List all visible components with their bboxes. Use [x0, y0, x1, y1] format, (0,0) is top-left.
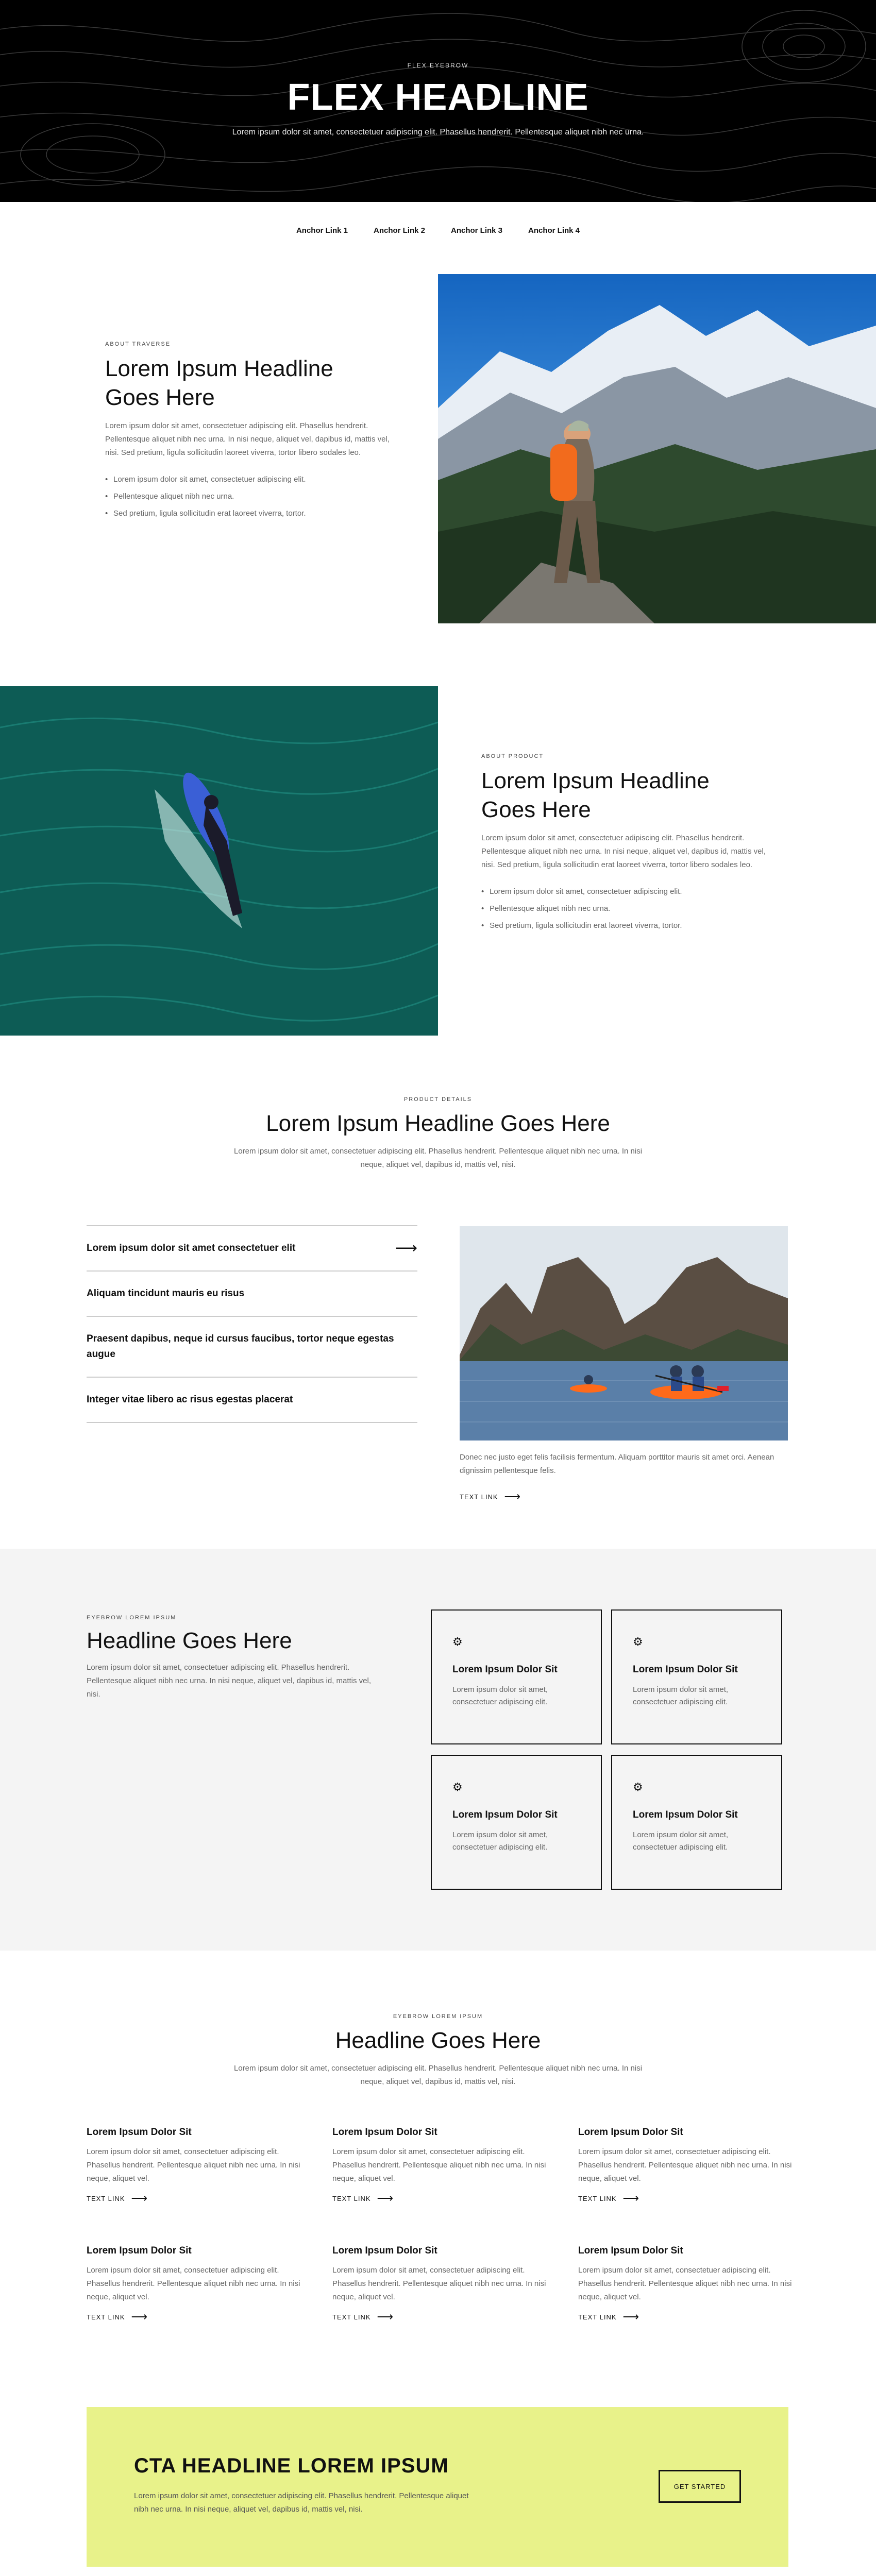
hiker-mountain-image [438, 274, 876, 623]
column-title: Lorem Ipsum Dolor Sit [87, 2127, 192, 2138]
column-item [332, 2245, 546, 2323]
list-item: • Sed pretium, ligula sollicitudin erat laoreet viverra, tortor. [481, 921, 770, 930]
text-link[interactable]: TEXT LINK ⟶ [578, 2310, 640, 2323]
accordion-item[interactable]: Aliquam tincidunt mauris eu risus [87, 1270, 417, 1316]
hero-section [0, 0, 876, 202]
column-item [332, 2127, 546, 2204]
arrow-right-icon: ⟶ [131, 2310, 148, 2323]
surfer-aerial-image [0, 686, 438, 1036]
text-link[interactable]: TEXT LINK ⟶ [460, 1490, 521, 1503]
product-details-section [0, 1036, 876, 1549]
text-link[interactable]: TEXT LINK ⟶ [332, 2192, 394, 2205]
text-link[interactable]: TEXT LINK ⟶ [87, 2192, 148, 2205]
anchor-nav [0, 202, 876, 259]
list-item: • Sed pretium, ligula sollicitudin erat laoreet viverra, tortor. [105, 509, 394, 518]
section-headline: Headline Goes Here [87, 1628, 292, 1653]
section-eyebrow: ABOUT TRAVERSE [105, 341, 171, 347]
section-eyebrow: EYEBROW LOREM IPSUM [87, 1615, 177, 1621]
list-item: • Lorem ipsum dolor sit amet, consectetuer adipiscing elit. [481, 887, 770, 896]
section-eyebrow: PRODUCT DETAILS [403, 1096, 473, 1103]
column-title: Lorem Ipsum Dolor Sit [332, 2245, 437, 2256]
section-headline: Lorem Ipsum Headline Goes Here [266, 1111, 610, 1136]
column-body: Lorem ipsum dolor sit amet, consectetuer adipiscing elit. Phasellus hendrerit. Pellentesque aliquet nibh nec urna. In nisi neque, aliquet vel. [578, 2147, 792, 2183]
column-body: Lorem ipsum dolor sit amet, consectetuer adipiscing elit. Phasellus hendrerit. Pellentesque aliquet nibh nec urna. In nisi neque, aliquet vel. [332, 2147, 546, 2183]
feature-card [431, 1755, 602, 1890]
column-body: Lorem ipsum dolor sit amet, consectetuer adipiscing elit. Phasellus hendrerit. Pellentesque aliquet nibh nec urna. In nisi neque, aliquet vel. [87, 2266, 300, 2301]
column-title: Lorem Ipsum Dolor Sit [332, 2127, 437, 2138]
arrow-right-icon: ⟶ [377, 2192, 394, 2205]
anchor-link-4[interactable]: Anchor Link 4 [528, 226, 580, 235]
list-item: • Pellentesque aliquet nibh nec urna. [481, 904, 770, 913]
gear-icon: ⚙ [633, 1635, 643, 1648]
arrow-right-icon: ⟶ [131, 2192, 148, 2205]
column-item [87, 2127, 300, 2204]
cta-banner [87, 2407, 788, 2567]
text-link[interactable]: TEXT LINK ⟶ [87, 2310, 148, 2323]
section-headline: Headline Goes Here [335, 2028, 541, 2053]
gear-icon: ⚙ [452, 1781, 463, 1793]
gear-icon: ⚙ [452, 1635, 463, 1648]
kayak-image [460, 1226, 788, 1440]
section-headline: Lorem Ipsum Headline Goes Here [105, 356, 333, 410]
columns-section [0, 1951, 876, 2389]
accordion-item[interactable]: Integer vitae libero ac risus egestas placerat [87, 1377, 417, 1423]
section-body: Lorem ipsum dolor sit amet, consectetuer adipiscing elit. Phasellus hendrerit. Pellentesque aliquet nibh nec urna. In nisi neque, aliquet vel, dapibus id, mattis vel, nisi. [233, 1147, 643, 1169]
column-body: Lorem ipsum dolor sit amet, consectetuer adipiscing elit. Phasellus hendrerit. Pellentesque aliquet nibh nec urna. In nisi neque, aliquet vel. [87, 2147, 300, 2183]
text-link[interactable]: TEXT LINK ⟶ [578, 2192, 640, 2205]
bullet-list [481, 887, 770, 930]
product-media [460, 1226, 788, 1502]
column-item [578, 2245, 792, 2323]
cta-body: Lorem ipsum dolor sit amet, consectetuer adipiscing elit. Phasellus hendrerit. Pellentesque aliquet nibh nec urna. In nisi neque, aliquet vel, dapibus id, mattis vel, nisi. [134, 2492, 469, 2514]
arrow-right-icon: ⟶ [395, 1240, 417, 1257]
column-title: Lorem Ipsum Dolor Sit [578, 2127, 683, 2138]
arrow-right-icon: ⟶ [504, 1490, 521, 1503]
arrow-right-icon: ⟶ [377, 2310, 394, 2323]
card-title: Lorem Ipsum Dolor Sit [633, 1664, 738, 1675]
card-title: Lorem Ipsum Dolor Sit [452, 1809, 558, 1820]
list-item: • Pellentesque aliquet nibh nec urna. [105, 492, 394, 501]
accordion [87, 1225, 417, 1423]
feature-card [611, 1609, 782, 1744]
feature-card [431, 1609, 602, 1744]
column-title: Lorem Ipsum Dolor Sit [87, 2245, 192, 2256]
section-headline: Lorem Ipsum Headline Goes Here [481, 768, 710, 822]
card-title: Lorem Ipsum Dolor Sit [452, 1664, 558, 1675]
card-body: Lorem ipsum dolor sit amet, consectetuer adipiscing elit. [633, 1831, 729, 1852]
feature-card [611, 1755, 782, 1890]
card-title: Lorem Ipsum Dolor Sit [633, 1809, 738, 1820]
card-body: Lorem ipsum dolor sit amet, consectetuer adipiscing elit. [452, 1685, 548, 1706]
anchor-link-2[interactable]: Anchor Link 2 [373, 226, 425, 235]
hero-headline: FLEX HEADLINE [287, 77, 589, 118]
accordion-item[interactable]: Praesent dapibus, neque id cursus faucibus, tortor neque egestas augue [87, 1316, 417, 1377]
arrow-right-icon: ⟶ [622, 2192, 640, 2205]
about-traverse-section [0, 274, 876, 623]
section-body: Lorem ipsum dolor sit amet, consectetuer adipiscing elit. Phasellus hendrerit. Pellentesque aliquet nibh nec urna. In nisi neque, aliquet vel, dapibus id, mattis vel, nisi. [87, 1663, 372, 1699]
list-item: • Lorem ipsum dolor sit amet, consectetuer adipiscing elit. [105, 475, 394, 484]
section-body: Lorem ipsum dolor sit amet, consectetuer adipiscing elit. Phasellus hendrerit. Pellentesque aliquet nibh nec urna. In nisi neque, aliquet vel, dapibus id, mattis vel, nisi. Sed pretium, ligula sollicitudin laoreet viverra, tortor libero sodales leo. [105, 421, 390, 457]
bullet-list [105, 475, 394, 518]
section-body: Lorem ipsum dolor sit amet, consectetuer adipiscing elit. Phasellus hendrerit. Pellentesque aliquet nibh nec urna. In nisi neque, aliquet vel, dapibus id, mattis vel, nisi. Sed pretium, ligula sollicitudin erat laoreet viverra, tortor libero sodales leo. [481, 834, 766, 869]
section-eyebrow: ABOUT PRODUCT [481, 753, 544, 759]
accordion-item[interactable]: Lorem ipsum dolor sit amet consectetuer elit ⟶ [87, 1225, 417, 1270]
get-started-button[interactable]: GET STARTED [659, 2470, 741, 2503]
card-body: Lorem ipsum dolor sit amet, consectetuer adipiscing elit. [452, 1831, 548, 1852]
hero-subtext: Lorem ipsum dolor sit amet, consectetuer adipiscing elit. Phasellus hendrerit. Pellentesque aliquet nibh nec urna. [232, 128, 644, 137]
column-body: Lorem ipsum dolor sit amet, consectetuer adipiscing elit. Phasellus hendrerit. Pellentesque aliquet nibh nec urna. In nisi neque, aliquet vel. [578, 2266, 792, 2301]
section-eyebrow: EYEBROW LOREM IPSUM [393, 2013, 483, 2020]
card-body: Lorem ipsum dolor sit amet, consectetuer adipiscing elit. [633, 1685, 729, 1706]
gear-icon: ⚙ [633, 1781, 643, 1793]
feature-grid-section [0, 1549, 876, 1951]
arrow-right-icon: ⟶ [622, 2310, 640, 2323]
about-product-section [0, 686, 876, 1036]
section-body: Lorem ipsum dolor sit amet, consectetuer adipiscing elit. Phasellus hendrerit. Pellentesque aliquet nibh nec urna. In nisi neque, aliquet vel, dapibus id, mattis vel, nisi. [233, 2064, 643, 2086]
text-link[interactable]: TEXT LINK ⟶ [332, 2310, 394, 2323]
anchor-link-3[interactable]: Anchor Link 3 [451, 226, 503, 235]
column-body: Lorem ipsum dolor sit amet, consectetuer adipiscing elit. Phasellus hendrerit. Pellentesque aliquet nibh nec urna. In nisi neque, aliquet vel. [332, 2266, 546, 2301]
column-title: Lorem Ipsum Dolor Sit [578, 2245, 683, 2256]
media-caption: Donec nec justo eget felis facilisis fermentum. Aliquam porttitor mauris sit amet orci. Aenean dignissim pellentesque felis. [460, 1453, 774, 1475]
anchor-link-1[interactable]: Anchor Link 1 [296, 226, 348, 235]
column-item [87, 2245, 300, 2323]
hero-eyebrow: FLEX EYEBROW [407, 62, 469, 69]
cta-headline: CTA HEADLINE LOREM IPSUM [134, 2454, 449, 2477]
column-item [578, 2127, 792, 2204]
